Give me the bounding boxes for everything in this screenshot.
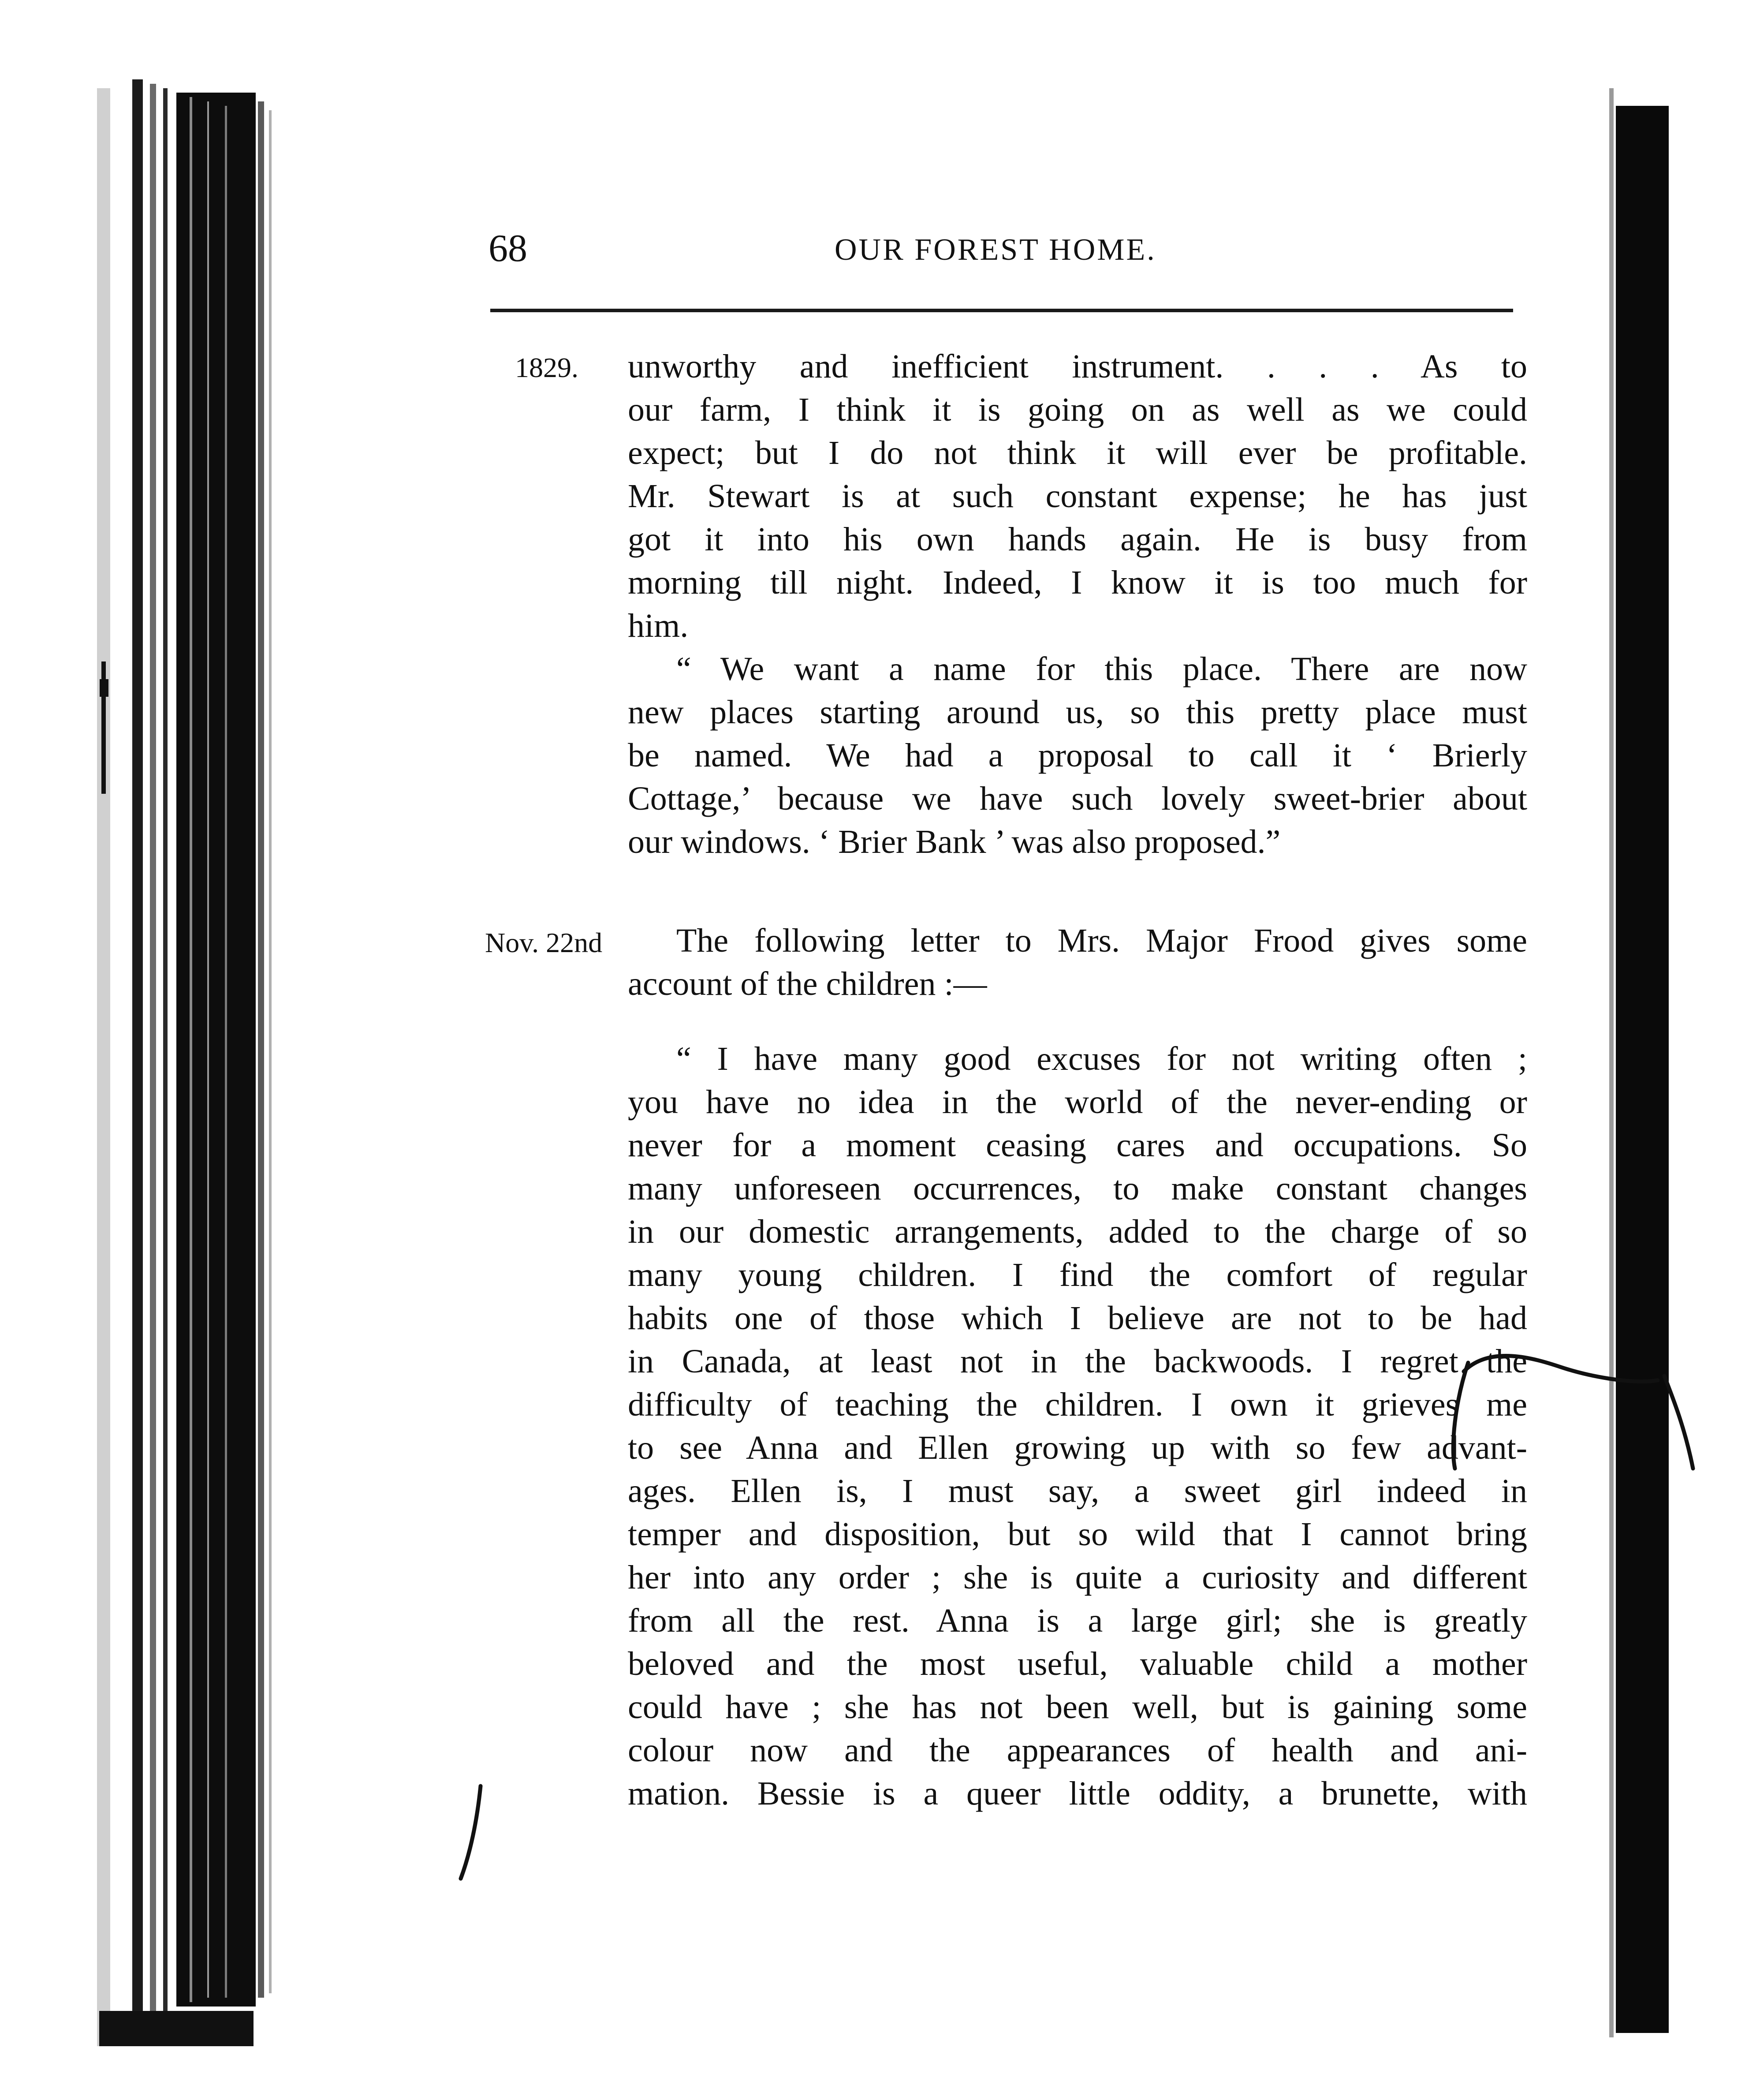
text-line: expect; but I do not think it will ever be profitable.: [628, 434, 1527, 471]
text-line: got it into his own hands again. He is busy from: [628, 521, 1527, 558]
text-line: morning till night. Indeed, I know it is too much for: [628, 564, 1527, 601]
text-line: to see Anna and Ellen growing up with so few advant-: [628, 1429, 1527, 1466]
paragraph-letter-continued: [628, 345, 1527, 647]
text-line: “ I have many good excuses for not writing often ;: [676, 1040, 1527, 1077]
text-line: Mr. Stewart is at such constant expense; he has just: [628, 478, 1527, 515]
text-line: Cottage,’ because we have such lovely sweet-brier about: [628, 780, 1527, 817]
text-line: be named. We had a proposal to call it ‘ Brierly: [628, 737, 1527, 774]
text-line: from all the rest. Anna is a large girl; she is greatly: [628, 1602, 1527, 1639]
text-line: our windows. ‘ Brier Bank ’ was also proposed.”: [628, 823, 1281, 860]
text-line: difficulty of teaching the children. I own it grieves me: [628, 1386, 1527, 1423]
text-line: colour now and the appearances of health and ani-: [628, 1732, 1527, 1769]
header-rule: [490, 309, 1513, 312]
text-line: unworthy and inefficient instrument. . . . As to: [628, 348, 1527, 385]
text-line: account of the children :—: [628, 965, 987, 1002]
right-edge-shadow: [1609, 88, 1669, 2037]
text-line: could have ; she has not been well, but is gaining some: [628, 1689, 1527, 1726]
text-line: never for a moment ceasing cares and occupations. So: [628, 1127, 1527, 1164]
left-gutter-shadow: [97, 79, 272, 2046]
page-number: 68: [488, 227, 527, 270]
paragraph-place-name: [628, 647, 1527, 863]
text-line: mation. Bessie is a queer little oddity, a brunette, with: [628, 1775, 1527, 1812]
paragraph-intro: [628, 919, 1527, 1005]
running-head: OUR FOREST HOME.: [835, 233, 1156, 267]
text-line: “ We want a name for this place. There are now: [676, 650, 1527, 688]
text-line: him.: [628, 607, 689, 644]
text-line: habits one of those which I believe are not to be had: [628, 1300, 1527, 1337]
text-line: many unforeseen occurrences, to make constant changes: [628, 1170, 1527, 1207]
text-line: ages. Ellen is, I must say, a sweet girl indeed in: [628, 1472, 1527, 1510]
text-line: in Canada, at least not in the backwoods. I regret the: [628, 1343, 1527, 1380]
text-line: temper and disposition, but so wild that I cannot bring: [628, 1516, 1527, 1553]
margin-note-date: Nov. 22nd: [485, 927, 603, 958]
text-line: in our domestic arrangements, added to the charge of so: [628, 1213, 1527, 1250]
text-line: you have no idea in the world of the never-ending or: [628, 1084, 1527, 1121]
text-line: The following letter to Mrs. Major Frood gives some: [676, 922, 1527, 959]
text-line: many young children. I find the comfort of regular: [628, 1256, 1527, 1293]
paragraph-letter-frood: [628, 1037, 1527, 1815]
margin-note-year: 1829.: [515, 352, 578, 383]
text-line: beloved and the most useful, valuable child a mother: [628, 1645, 1527, 1682]
text-line: our farm, I think it is going on as well as we could: [628, 391, 1527, 428]
text-line: her into any order ; she is quite a curiosity and different: [628, 1559, 1527, 1596]
text-line: new places starting around us, so this pretty place must: [628, 694, 1527, 731]
